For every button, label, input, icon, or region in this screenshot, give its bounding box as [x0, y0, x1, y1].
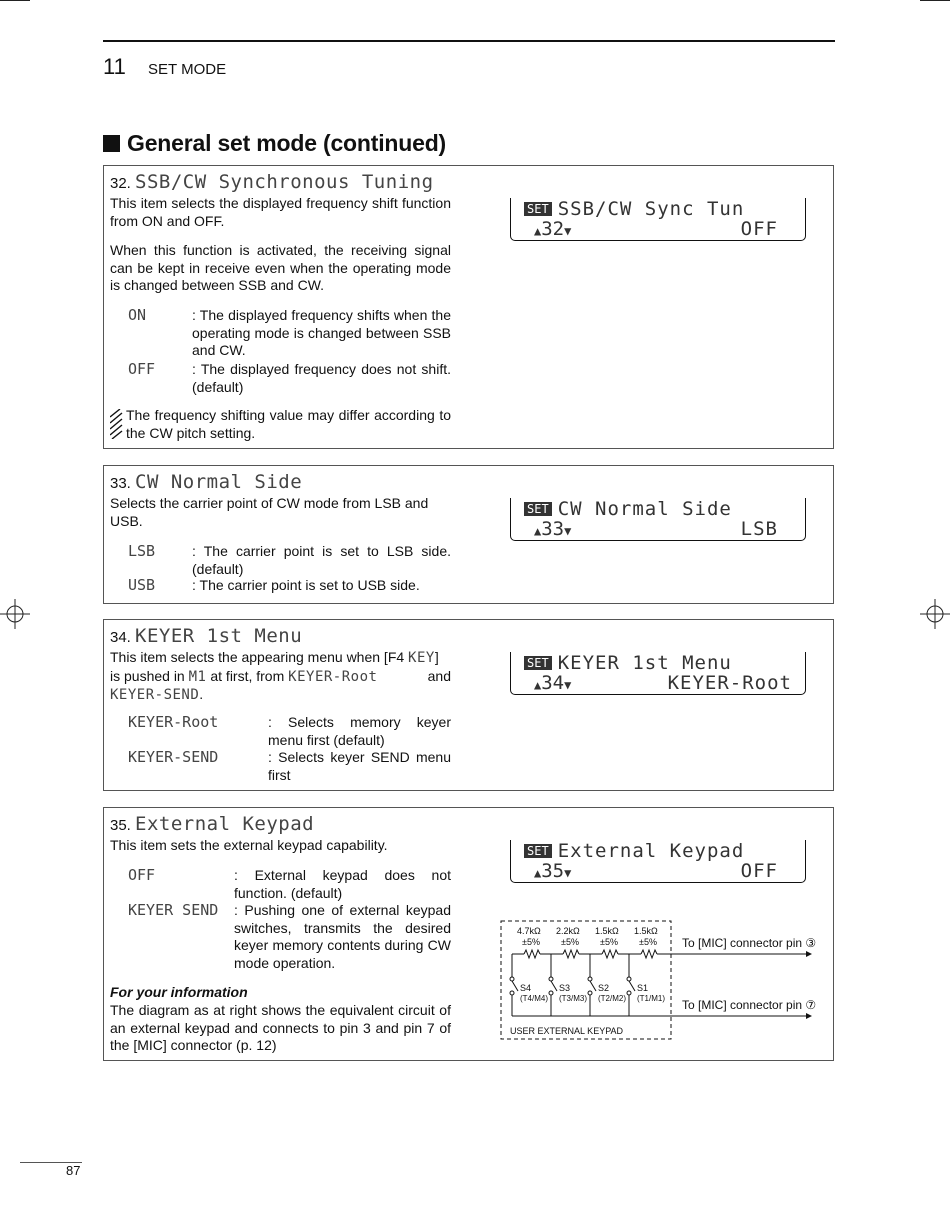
item-35-heading — [110, 813, 314, 835]
lcd-row-1 — [524, 198, 744, 220]
option-row — [128, 867, 451, 903]
text-run: and — [427, 667, 451, 684]
option-row — [128, 307, 451, 362]
set-badge: SET — [524, 656, 552, 670]
item-33-heading — [110, 471, 302, 493]
lcd-value: OFF — [740, 218, 778, 240]
header-rule — [103, 40, 835, 42]
lcd-display — [510, 840, 806, 880]
switch-name: S1 — [637, 983, 649, 993]
item-number: 32. — [110, 175, 131, 192]
option-key: KEYER SEND — [128, 901, 219, 919]
item-number: 35. — [110, 817, 131, 834]
resistor-tolerance: ±5% — [522, 937, 540, 947]
lcd-display — [510, 498, 806, 538]
text-run: at first, from — [206, 667, 289, 684]
option-key: ON — [128, 306, 147, 324]
option-row — [128, 543, 451, 579]
option-row — [128, 749, 451, 785]
option-key: USB — [128, 576, 156, 594]
switch-name: S3 — [559, 983, 571, 993]
item-note — [110, 407, 451, 442]
lcd-row-1 — [524, 840, 744, 862]
item-lcd-title: KEYER 1st Menu — [135, 625, 303, 647]
lcd-index: 33 — [541, 518, 565, 540]
option-key: OFF — [128, 866, 156, 884]
note-text: The frequency shifting value may differ according to the CW pitch setting. — [126, 407, 451, 441]
option-row — [128, 714, 451, 750]
resistor-value: 2.2kΩ — [556, 926, 580, 936]
option-desc: : External keypad does not function. (default) — [234, 867, 451, 901]
lcd-display — [510, 198, 806, 238]
crop-mark — [0, 0, 30, 1]
lcd-inline-key: M1 — [188, 668, 207, 685]
text-run: This item selects the appearing menu when [F4 — [110, 649, 409, 665]
arrow-right-icon — [806, 951, 812, 957]
lcd-line: CW Normal Side — [557, 498, 732, 520]
para-line-2 — [110, 668, 451, 687]
item-32-box — [103, 165, 834, 449]
resistor-value: 1.5kΩ — [634, 926, 658, 936]
item-paragraph: This item sets the external keypad capability. — [110, 837, 388, 853]
text-run: ] — [434, 649, 439, 665]
para-line-1 — [110, 649, 451, 668]
option-row — [128, 902, 451, 974]
down-arrow-icon: ▼ — [564, 678, 572, 692]
lcd-line: KEYER 1st Menu — [557, 652, 732, 674]
item-paragraph — [110, 649, 451, 705]
registration-mark-icon — [0, 599, 30, 629]
option-desc: : The displayed frequency shifts when the operating mode is changed between SSB and CW. — [192, 307, 451, 358]
option-row — [128, 577, 451, 595]
option-desc: : Pushing one of external keypad switches, transmits the desired keyer memory contents during CW mode operation. — [234, 902, 451, 971]
lcd-row-2 — [534, 518, 571, 540]
crop-mark — [920, 0, 950, 1]
item-paragraph: When this function is activated, the receiving signal can be kept in receive even when the operating mode is changed between SSB and CW. — [110, 242, 451, 293]
set-badge: SET — [524, 202, 552, 216]
option-key: LSB — [128, 542, 156, 560]
lcd-value: KEYER-Root — [667, 672, 792, 694]
item-35-box — [103, 807, 834, 1061]
lcd-row-1 — [524, 652, 732, 674]
item-lcd-title: External Keypad — [135, 813, 315, 835]
option-desc: : Selects keyer SEND menu first — [268, 749, 451, 783]
set-badge: SET — [524, 502, 552, 516]
pin3-label: To [MIC] connector pin ③ — [682, 936, 817, 950]
resistor-tolerance: ±5% — [600, 937, 618, 947]
registration-mark-icon — [920, 599, 950, 629]
lcd-inline-key: KEY — [408, 650, 435, 666]
set-badge: SET — [524, 844, 552, 858]
lcd-display — [510, 652, 806, 692]
item-32-heading — [110, 171, 434, 193]
option-row — [128, 361, 451, 397]
down-arrow-icon: ▼ — [564, 224, 572, 238]
lcd-row-2 — [534, 672, 571, 694]
keypad-box-label: USER EXTERNAL KEYPAD — [510, 1026, 624, 1036]
resistor-value: 4.7kΩ — [517, 926, 541, 936]
up-arrow-icon: ▲ — [534, 678, 542, 692]
item-paragraph: Selects the carrier point of CW mode from LSB and USB. — [110, 495, 429, 529]
item-number: 34. — [110, 629, 131, 646]
lcd-value: OFF — [740, 860, 778, 882]
item-34-heading — [110, 625, 302, 647]
text-run: . — [199, 686, 204, 702]
option-key: OFF — [128, 360, 156, 378]
lcd-index: 34 — [541, 672, 565, 694]
switch-sub: (T2/M2) — [598, 994, 626, 1003]
square-bullet-icon — [103, 135, 120, 152]
option-desc: : The displayed frequency does not shift. (default) — [192, 361, 451, 395]
lcd-line: External Keypad — [557, 840, 745, 862]
down-arrow-icon: ▼ — [564, 866, 572, 880]
pin7-label: To [MIC] connector pin ⑦ — [682, 998, 817, 1012]
up-arrow-icon: ▲ — [534, 866, 542, 880]
resistor-tolerance: ±5% — [561, 937, 579, 947]
lcd-value: LSB — [740, 518, 778, 540]
lcd-index: 32 — [541, 218, 565, 240]
arrow-right-icon — [806, 1013, 812, 1019]
keypad-circuit-diagram — [500, 920, 830, 1045]
lcd-row-1 — [524, 498, 732, 520]
up-arrow-icon: ▲ — [534, 224, 542, 238]
item-33-box — [103, 465, 834, 604]
fyi-text: The diagram as at right shows the equivalent circuit of an external keypad and connects to pin 3 and pin 7 of the [MIC] connector (p. 12) — [110, 1002, 451, 1053]
option-desc: : The carrier point is set to USB side. — [192, 577, 420, 593]
chapter-number: 11 — [103, 54, 126, 79]
chapter-title: SET MODE — [148, 61, 227, 78]
resistor-value: 1.5kΩ — [595, 926, 619, 936]
page-number: 87 — [66, 1163, 81, 1178]
down-arrow-icon: ▼ — [564, 524, 572, 538]
lcd-line: SSB/CW Sync Tun — [557, 198, 745, 220]
switch-sub: (T4/M4) — [520, 994, 548, 1003]
switch-name: S4 — [520, 983, 532, 993]
option-key: KEYER-Root — [128, 713, 219, 731]
lcd-index: 35 — [541, 860, 565, 882]
up-arrow-icon: ▲ — [534, 524, 542, 538]
text-run: is pushed in — [110, 667, 189, 684]
lcd-row-2 — [534, 860, 571, 882]
switch-sub: (T1/M1) — [637, 994, 665, 1003]
section-title — [103, 130, 446, 157]
item-number: 33. — [110, 475, 131, 492]
lcd-inline-key: KEYER-Root — [288, 668, 378, 685]
option-desc: : The carrier point is set to LSB side. (default) — [192, 543, 451, 577]
option-key: KEYER-SEND — [128, 748, 219, 766]
fyi-title: For your information — [110, 984, 248, 1000]
item-34-box — [103, 619, 834, 791]
item-paragraph: This item selects the displayed frequency shift function from ON and OFF. — [110, 195, 451, 229]
item-lcd-title: CW Normal Side — [135, 471, 303, 493]
lcd-inline-key: KEYER-SEND — [110, 687, 200, 703]
note-hatch-icon — [110, 409, 124, 439]
para-line-3 — [110, 686, 451, 705]
switch-sub: (T3/M3) — [559, 994, 587, 1003]
resistor-tolerance: ±5% — [639, 937, 657, 947]
item-lcd-title: SSB/CW Synchronous Tuning — [135, 171, 434, 193]
option-desc: : Selects memory keyer menu first (default) — [268, 714, 451, 748]
switch-name: S2 — [598, 983, 610, 993]
section-title-text: General set mode (continued) — [127, 130, 447, 156]
lcd-row-2 — [534, 218, 571, 240]
